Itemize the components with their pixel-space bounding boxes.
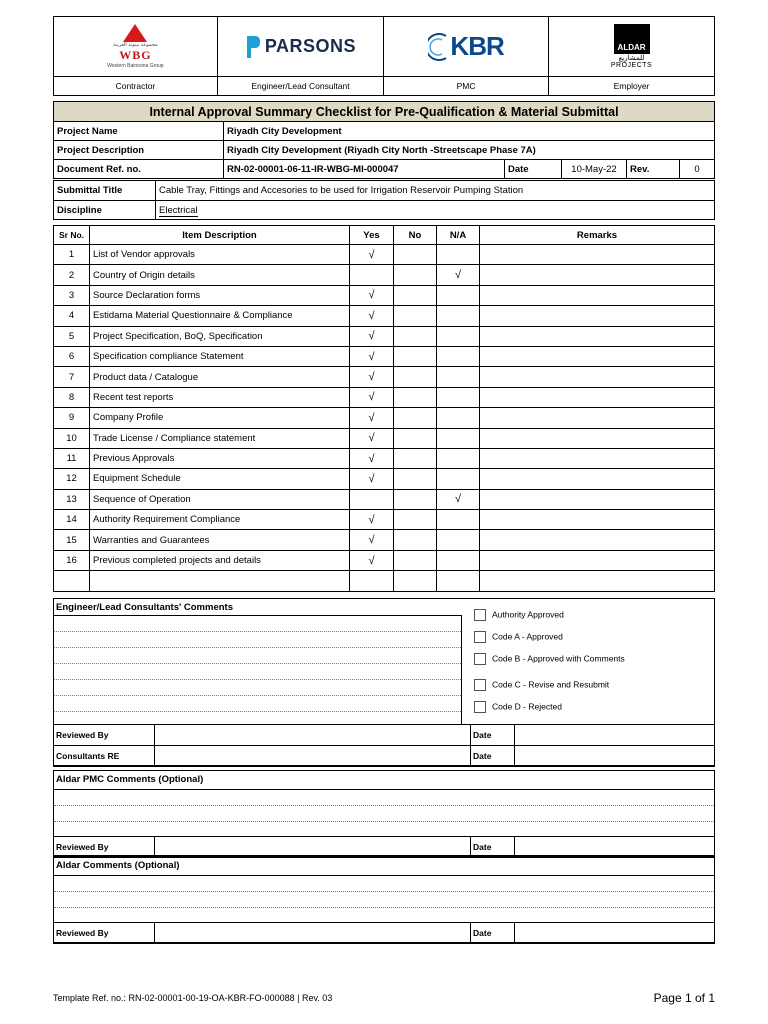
consultant-comment-lines[interactable] [54,615,462,725]
row-yes: √ [350,306,394,326]
aldar-mark: ALDAR [614,24,650,54]
row-remarks[interactable] [480,489,715,509]
parsons-mark-icon [245,34,261,60]
project-desc-label: Project Description [54,141,224,160]
row-sr: 10 [54,428,90,448]
option-code-c[interactable]: Code C - Revise and Resubmit [474,679,625,701]
row-item: Source Declaration forms [90,285,350,305]
row-sr: 9 [54,408,90,428]
aldar-comments-title: Aldar Comments (Optional) [56,860,180,871]
submittal-title-value: Cable Tray, Fittings and Accesories to be used for Irrigation Reservoir Pumping Station [156,181,715,201]
date-label: Date [505,160,562,179]
row-remarks[interactable] [480,265,715,285]
row-na [437,306,480,326]
row-yes: √ [350,469,394,489]
row-no [394,285,437,305]
option-code-b[interactable]: Code B - Approved with Comments [474,653,625,679]
checkbox-icon[interactable] [474,701,486,713]
info-table [53,101,715,179]
row-yes [350,265,394,285]
wbg-sub: Western Bainoona Group [107,63,164,70]
code-options [474,609,625,723]
row-item: Project Specification, BoQ, Specification [90,326,350,346]
header-remarks: Remarks [480,226,715,245]
parsons-text: PARSONS [264,36,357,57]
pmc-comments-title: Aldar PMC Comments (Optional) [56,774,204,785]
aldar-comments-section [53,856,715,943]
row-no [394,448,437,468]
aldar-reviewed-by-field[interactable] [155,923,471,944]
consultants-re-field[interactable] [155,746,471,767]
option-code-d[interactable]: Code D - Rejected [474,701,625,723]
header-no: No [394,226,437,245]
row-na [437,346,480,366]
row-item: Equipment Schedule [90,469,350,489]
option-authority-approved[interactable]: Authority Approved [474,609,625,631]
row-na [437,448,480,468]
discipline-value: Electrical [159,204,198,216]
kbr-logo-cell [384,17,549,77]
doc-ref-label: Document Ref. no. [54,160,224,179]
row-remarks[interactable] [480,469,715,489]
role-engineer: Engineer/Lead Consultant [217,77,383,96]
rev-value: 0 [680,160,715,179]
row-sr: 14 [54,510,90,530]
row-remarks[interactable] [480,448,715,468]
wbg-arabic: مجموعة بينونة الغربية [113,42,158,49]
row-item: List of Vendor approvals [90,245,350,265]
row-item: Country of Origin details [90,265,350,285]
consultant-reviewed-by-field[interactable] [155,725,471,746]
project-desc-value: Riyadh City Development (Riyadh City North -Streetscape Phase 7A) [224,141,715,160]
table-row [54,387,715,407]
checkbox-icon[interactable] [474,631,486,643]
submittal-table [53,180,715,220]
row-no [394,326,437,346]
row-no [394,469,437,489]
discipline-label: Discipline [54,201,156,220]
pmc-review-table [53,836,715,858]
row-remarks[interactable] [480,285,715,305]
row-item: Previous completed projects and details [90,550,350,570]
table-row [54,367,715,387]
row-sr: 5 [54,326,90,346]
aldar-logo-cell [549,17,715,77]
consultant-reviewed-by-label: Reviewed By [54,725,155,746]
aldar-date-label: Date [471,923,515,944]
row-yes: √ [350,245,394,265]
row-item: Company Profile [90,408,350,428]
header-sr: Sr No. [54,226,90,245]
row-no [394,265,437,285]
rev-label: Rev. [627,160,680,179]
row-na [437,326,480,346]
project-name-value: Riyadh City Development [224,122,715,141]
row-no [394,367,437,387]
table-row [54,469,715,489]
pmc-comment-lines[interactable] [54,789,714,837]
row-sr: 4 [54,306,90,326]
row-yes: √ [350,285,394,305]
row-sr: 1 [54,245,90,265]
row-yes: √ [350,346,394,366]
row-no [394,530,437,550]
consultant-comments-title: Engineer/Lead Consultants' Comments [56,602,233,613]
wbg-logo [55,24,216,69]
table-row [54,530,715,550]
page-number: Page 1 of 1 [653,991,715,1005]
consultant-date-field[interactable] [515,725,715,746]
aldar-reviewed-by-label: Reviewed By [54,923,155,944]
kbr-text: KBR [450,31,504,62]
row-sr: 16 [54,550,90,570]
row-yes: √ [350,510,394,530]
row-remarks[interactable] [480,367,715,387]
row-no [394,428,437,448]
row-item: Sequence of Operation [90,489,350,509]
row-na [437,428,480,448]
row-no [394,489,437,509]
date-value: 10-May-22 [562,160,627,179]
consultants-re-date-label: Date [471,746,515,767]
row-item: Trade License / Compliance statement [90,428,350,448]
row-sr: 12 [54,469,90,489]
row-yes: √ [350,387,394,407]
table-row [54,245,715,265]
row-item: Warranties and Guarantees [90,530,350,550]
table-row [54,489,715,509]
table-row [54,265,715,285]
row-sr: 3 [54,285,90,305]
pmc-reviewed-by-field[interactable] [155,837,471,858]
row-no [394,346,437,366]
kbr-logo [385,31,547,62]
template-ref: Template Ref. no.: RN-02-00001-00-19-OA-KBR-FO-000088 | Rev. 03 [53,993,333,1003]
aldar-arabic: للمشاريع [618,55,645,63]
row-remarks[interactable] [480,387,715,407]
row-yes [350,489,394,509]
row-na [437,408,480,428]
aldar-sub: PROJECTS [610,62,653,70]
aldar-logo [550,24,713,69]
kbr-globe-icon [428,32,450,62]
row-item: Previous Approvals [90,448,350,468]
checkbox-icon[interactable] [474,679,486,691]
project-name-label: Project Name [54,122,224,141]
row-na: √ [437,489,480,509]
row-remarks[interactable] [480,428,715,448]
aldar-review-table [53,922,715,944]
row-remarks[interactable] [480,408,715,428]
table-row [54,510,715,530]
table-row [54,408,715,428]
row-na [437,245,480,265]
table-row [54,326,715,346]
row-na [437,367,480,387]
row-na: √ [437,265,480,285]
row-na [437,285,480,305]
row-no [394,245,437,265]
parsons-logo [219,34,382,60]
pmc-comments-section [53,770,715,856]
row-yes: √ [350,428,394,448]
row-na [437,510,480,530]
row-yes: √ [350,530,394,550]
table-row [54,285,715,305]
row-item: Product data / Catalogue [90,367,350,387]
row-remarks[interactable] [480,550,715,570]
logo-header [53,16,715,96]
header-yes: Yes [350,226,394,245]
row-no [394,550,437,570]
table-row [54,571,715,591]
row-remarks[interactable] [480,326,715,346]
row-no [394,387,437,407]
row-no [394,306,437,326]
checkbox-icon[interactable] [474,609,486,621]
row-yes: √ [350,550,394,570]
table-row [54,346,715,366]
consultants-re-label: Consultants RE [54,746,155,767]
row-no [394,510,437,530]
row-na [437,530,480,550]
row-na [437,387,480,407]
table-row [54,448,715,468]
header-item: Item Description [90,226,350,245]
row-na [437,571,480,591]
header-na: N/A [437,226,480,245]
row-no [394,408,437,428]
doc-ref-value: RN-02-00001-06-11-IR-WBG-MI-000047 [224,160,505,179]
row-yes: √ [350,448,394,468]
row-remarks[interactable] [480,346,715,366]
checkbox-icon[interactable] [474,653,486,665]
row-na [437,469,480,489]
row-remarks[interactable] [480,510,715,530]
role-employer: Employer [549,77,715,96]
role-pmc: PMC [384,77,549,96]
row-sr: 15 [54,530,90,550]
row-yes [350,571,394,591]
table-row [54,550,715,570]
row-sr: 8 [54,387,90,407]
row-yes: √ [350,408,394,428]
row-sr: 7 [54,367,90,387]
wbg-logo-cell [54,17,218,77]
role-contractor: Contractor [54,77,218,96]
consultant-review-table [53,724,715,767]
row-item [90,571,350,591]
row-remarks[interactable] [480,306,715,326]
row-remarks[interactable] [480,571,715,591]
checklist-table [53,225,715,592]
pmc-date-label: Date [471,837,515,858]
consultants-re-date-field[interactable] [515,746,715,767]
row-yes: √ [350,326,394,346]
wbg-text: WBG [119,48,152,63]
row-na [437,550,480,570]
aldar-comment-lines[interactable] [54,875,714,923]
pmc-reviewed-by-label: Reviewed By [54,837,155,858]
form-title: Internal Approval Summary Checklist for Pre-Qualification & Material Submittal [54,102,715,122]
row-sr: 6 [54,346,90,366]
row-sr: 11 [54,448,90,468]
row-no [394,571,437,591]
row-item: Recent test reports [90,387,350,407]
consultant-comments-section [53,598,715,766]
submittal-title-label: Submittal Title [54,181,156,201]
consultant-date-label: Date [471,725,515,746]
parsons-logo-cell [217,17,383,77]
row-remarks[interactable] [480,530,715,550]
row-yes: √ [350,367,394,387]
table-row [54,428,715,448]
option-code-a[interactable]: Code A - Approved [474,631,625,653]
pmc-date-field[interactable] [515,837,715,858]
row-item: Authority Requirement Compliance [90,510,350,530]
row-sr: 13 [54,489,90,509]
row-remarks[interactable] [480,245,715,265]
wbg-triangle-icon [123,24,147,42]
row-item: Specification compliance Statement [90,346,350,366]
row-sr: 2 [54,265,90,285]
aldar-date-field[interactable] [515,923,715,944]
row-sr [54,571,90,591]
row-item: Estidama Material Questionnaire & Compliance [90,306,350,326]
table-row [54,306,715,326]
